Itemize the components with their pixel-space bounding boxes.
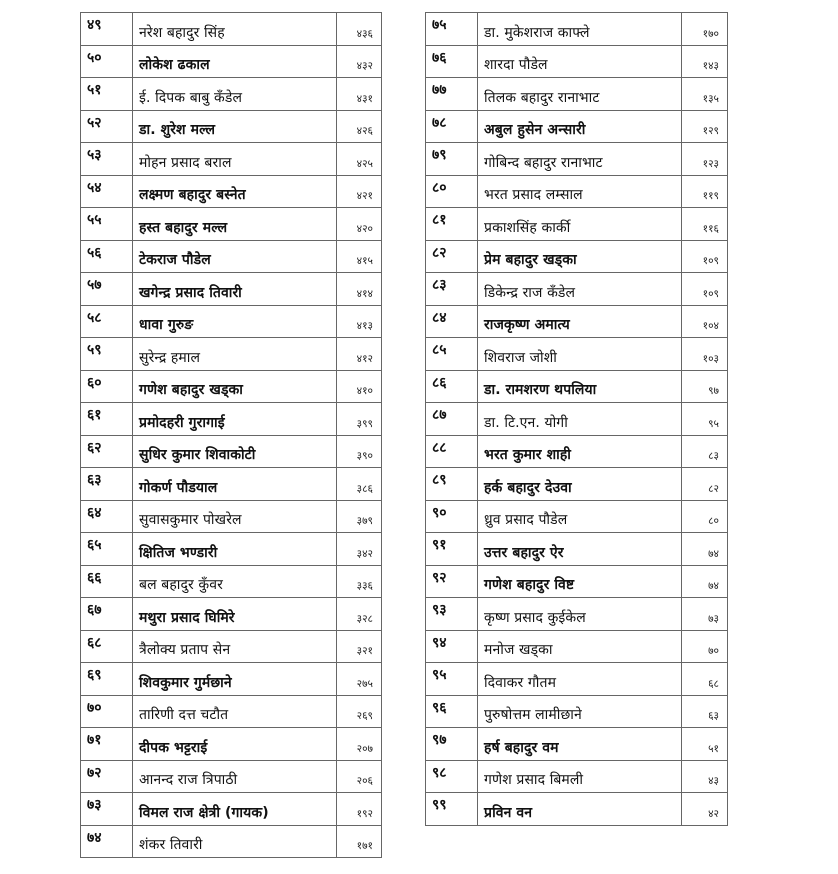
table-row bbox=[81, 208, 382, 241]
serial-number: ८४ bbox=[426, 305, 478, 338]
serial-number: ९० bbox=[426, 500, 478, 533]
table-row bbox=[426, 110, 728, 143]
serial-number: ९५ bbox=[426, 663, 478, 696]
vote-count: ३२१ bbox=[337, 630, 382, 663]
vote-count: १७० bbox=[682, 13, 728, 46]
candidate-name: लक्ष्मण बहादुर बस्नेत bbox=[133, 175, 337, 208]
vote-count: ५१ bbox=[682, 728, 728, 761]
serial-number: ९७ bbox=[426, 728, 478, 761]
vote-count: ४३६ bbox=[337, 13, 382, 46]
table-row bbox=[426, 468, 728, 501]
vote-count: ४३ bbox=[682, 760, 728, 793]
candidate-name: बल बहादुर कुँवर bbox=[133, 565, 337, 598]
candidate-name: दिवाकर गौतम bbox=[478, 663, 682, 696]
candidate-name: गोकर्ण पौडयाल bbox=[133, 468, 337, 501]
vote-count: ७४ bbox=[682, 565, 728, 598]
serial-number: ८६ bbox=[426, 370, 478, 403]
vote-count: ९५ bbox=[682, 403, 728, 436]
vote-count: ७३ bbox=[682, 598, 728, 631]
candidate-name: विमल राज क्षेत्री (गायक) bbox=[133, 793, 337, 826]
candidate-name: हर्ष बहादुर वम bbox=[478, 728, 682, 761]
serial-number: ७३ bbox=[81, 793, 133, 826]
table-row bbox=[426, 760, 728, 793]
candidate-name: हस्त बहादुर मल्ल bbox=[133, 208, 337, 241]
results-table-right bbox=[425, 12, 728, 826]
serial-number: ७४ bbox=[81, 825, 133, 858]
candidate-name: दीपक भट्टराई bbox=[133, 728, 337, 761]
vote-count: १०९ bbox=[682, 240, 728, 273]
vote-count: ४२१ bbox=[337, 175, 382, 208]
vote-count: २०७ bbox=[337, 728, 382, 761]
serial-number: ६४ bbox=[81, 500, 133, 533]
candidate-name: मथुरा प्रसाद घिमिरे bbox=[133, 598, 337, 631]
table-row bbox=[426, 175, 728, 208]
serial-number: ९६ bbox=[426, 695, 478, 728]
vote-count: ३२८ bbox=[337, 598, 382, 631]
candidate-name: अबुल हुसेन अन्सारी bbox=[478, 110, 682, 143]
vote-count: ७० bbox=[682, 630, 728, 663]
serial-number: ६५ bbox=[81, 533, 133, 566]
serial-number: ८० bbox=[426, 175, 478, 208]
table-row bbox=[426, 695, 728, 728]
candidate-name: गणेश बहादुर खड्का bbox=[133, 370, 337, 403]
candidate-name: डा. रामशरण थपलिया bbox=[478, 370, 682, 403]
table-row bbox=[426, 78, 728, 111]
candidate-name: डा. टि.एन. योगी bbox=[478, 403, 682, 436]
serial-number: ७० bbox=[81, 695, 133, 728]
candidate-name: लोकेश ढकाल bbox=[133, 45, 337, 78]
table-row bbox=[426, 435, 728, 468]
vote-count: ११९ bbox=[682, 175, 728, 208]
serial-number: ६८ bbox=[81, 630, 133, 663]
table-row bbox=[81, 78, 382, 111]
table-row bbox=[426, 338, 728, 371]
vote-count: ४२६ bbox=[337, 110, 382, 143]
serial-number: ६९ bbox=[81, 663, 133, 696]
table-row bbox=[81, 305, 382, 338]
serial-number: ८२ bbox=[426, 240, 478, 273]
table-row bbox=[426, 598, 728, 631]
serial-number: ६० bbox=[81, 370, 133, 403]
candidate-name: पुरुषोत्तम लामीछाने bbox=[478, 695, 682, 728]
serial-number: ८९ bbox=[426, 468, 478, 501]
candidate-name: तिलक बहादुर रानाभाट bbox=[478, 78, 682, 111]
vote-count: १४३ bbox=[682, 45, 728, 78]
serial-number: ७९ bbox=[426, 143, 478, 176]
serial-number: ७१ bbox=[81, 728, 133, 761]
results-table-right-body bbox=[426, 13, 728, 826]
candidate-name: गणेश प्रसाद बिमली bbox=[478, 760, 682, 793]
table-row bbox=[81, 338, 382, 371]
vote-count: १९२ bbox=[337, 793, 382, 826]
table-row bbox=[426, 533, 728, 566]
candidate-name: शारदा पौडेल bbox=[478, 45, 682, 78]
serial-number: ६३ bbox=[81, 468, 133, 501]
vote-count: ३४२ bbox=[337, 533, 382, 566]
table-row bbox=[426, 143, 728, 176]
vote-count: ४२५ bbox=[337, 143, 382, 176]
candidate-name: डा. शुरेश मल्ल bbox=[133, 110, 337, 143]
table-row bbox=[81, 110, 382, 143]
vote-count: ११६ bbox=[682, 208, 728, 241]
serial-number: ५७ bbox=[81, 273, 133, 306]
table-row bbox=[426, 630, 728, 663]
table-row bbox=[81, 500, 382, 533]
candidate-name: क्षितिज भण्डारी bbox=[133, 533, 337, 566]
candidate-name: शिवकुमार गुर्मछाने bbox=[133, 663, 337, 696]
vote-count: १३५ bbox=[682, 78, 728, 111]
candidate-name: तारिणी दत्त चटौत bbox=[133, 695, 337, 728]
vote-count: ४१५ bbox=[337, 240, 382, 273]
table-row bbox=[81, 825, 382, 858]
vote-count: ४१० bbox=[337, 370, 382, 403]
results-table-left bbox=[80, 12, 382, 858]
candidate-name: गोबिन्द बहादुर रानाभाट bbox=[478, 143, 682, 176]
table-row bbox=[426, 273, 728, 306]
vote-count: १०४ bbox=[682, 305, 728, 338]
candidate-name: ई. दिपक बाबु कँडेल bbox=[133, 78, 337, 111]
table-row bbox=[81, 565, 382, 598]
serial-number: ९४ bbox=[426, 630, 478, 663]
vote-count: ८३ bbox=[682, 435, 728, 468]
table-row bbox=[426, 370, 728, 403]
table-row bbox=[81, 403, 382, 436]
candidate-name: प्रकाशसिंह कार्की bbox=[478, 208, 682, 241]
candidate-name: खगेन्द्र प्रसाद तिवारी bbox=[133, 273, 337, 306]
table-row bbox=[426, 208, 728, 241]
table-row bbox=[81, 533, 382, 566]
vote-count: ४३२ bbox=[337, 45, 382, 78]
candidate-name: गणेश बहादुर विष्ट bbox=[478, 565, 682, 598]
serial-number: ९३ bbox=[426, 598, 478, 631]
serial-number: ७२ bbox=[81, 760, 133, 793]
vote-count: १२३ bbox=[682, 143, 728, 176]
serial-number: ७७ bbox=[426, 78, 478, 111]
serial-number: ९९ bbox=[426, 793, 478, 826]
serial-number: ५९ bbox=[81, 338, 133, 371]
vote-count: ६३ bbox=[682, 695, 728, 728]
candidate-name: प्रविन वन bbox=[478, 793, 682, 826]
vote-count: ९७ bbox=[682, 370, 728, 403]
table-row bbox=[81, 175, 382, 208]
vote-count: ४३१ bbox=[337, 78, 382, 111]
serial-number: ६७ bbox=[81, 598, 133, 631]
serial-number: ५३ bbox=[81, 143, 133, 176]
vote-count: ४१२ bbox=[337, 338, 382, 371]
candidate-name: प्रमोदहरी गुरागाई bbox=[133, 403, 337, 436]
vote-count: ३७९ bbox=[337, 500, 382, 533]
serial-number: ५६ bbox=[81, 240, 133, 273]
candidate-name: डिकेन्द्र राज कँडेल bbox=[478, 273, 682, 306]
serial-number: ८१ bbox=[426, 208, 478, 241]
table-row bbox=[81, 45, 382, 78]
vote-count: १०९ bbox=[682, 273, 728, 306]
vote-count: ४२० bbox=[337, 208, 382, 241]
vote-count: ८० bbox=[682, 500, 728, 533]
candidate-name: सुधिर कुमार शिवाकोटी bbox=[133, 435, 337, 468]
table-row bbox=[81, 630, 382, 663]
serial-number: ५० bbox=[81, 45, 133, 78]
serial-number: ६६ bbox=[81, 565, 133, 598]
table-row bbox=[81, 143, 382, 176]
candidate-name: सुवासकुमार पोखरेल bbox=[133, 500, 337, 533]
serial-number: ५१ bbox=[81, 78, 133, 111]
serial-number: ५८ bbox=[81, 305, 133, 338]
vote-count: १०३ bbox=[682, 338, 728, 371]
table-row bbox=[426, 500, 728, 533]
vote-count: ३३६ bbox=[337, 565, 382, 598]
table-row bbox=[426, 13, 728, 46]
table-row bbox=[426, 663, 728, 696]
vote-count: २७५ bbox=[337, 663, 382, 696]
candidate-name: नरेश बहादुर सिंह bbox=[133, 13, 337, 46]
table-row bbox=[81, 13, 382, 46]
table-row bbox=[426, 403, 728, 436]
serial-number: ८७ bbox=[426, 403, 478, 436]
table-row bbox=[81, 663, 382, 696]
serial-number: ७५ bbox=[426, 13, 478, 46]
vote-count: १२९ bbox=[682, 110, 728, 143]
vote-count: ४१३ bbox=[337, 305, 382, 338]
serial-number: ८८ bbox=[426, 435, 478, 468]
candidate-name: मोहन प्रसाद बराल bbox=[133, 143, 337, 176]
vote-count: ७४ bbox=[682, 533, 728, 566]
serial-number: ८३ bbox=[426, 273, 478, 306]
serial-number: ७६ bbox=[426, 45, 478, 78]
table-row bbox=[81, 240, 382, 273]
vote-count: ४१४ bbox=[337, 273, 382, 306]
table-row bbox=[81, 435, 382, 468]
candidate-name: टेकराज पौडेल bbox=[133, 240, 337, 273]
table-row bbox=[81, 273, 382, 306]
candidate-name: शिवराज जोशी bbox=[478, 338, 682, 371]
serial-number: ५५ bbox=[81, 208, 133, 241]
table-row bbox=[426, 793, 728, 826]
results-table-left-body bbox=[81, 13, 382, 858]
vote-count: ६८ bbox=[682, 663, 728, 696]
table-row bbox=[81, 695, 382, 728]
vote-count: २६९ bbox=[337, 695, 382, 728]
vote-count: १७१ bbox=[337, 825, 382, 858]
serial-number: ८५ bbox=[426, 338, 478, 371]
table-row bbox=[426, 305, 728, 338]
candidate-name: डा. मुकेशराज काफ्ले bbox=[478, 13, 682, 46]
candidate-name: धावा गुरुङ bbox=[133, 305, 337, 338]
table-row bbox=[426, 565, 728, 598]
serial-number: ५२ bbox=[81, 110, 133, 143]
candidate-name: उत्तर बहादुर ऐर bbox=[478, 533, 682, 566]
table-row bbox=[81, 793, 382, 826]
candidate-name: त्रैलोक्य प्रताप सेन bbox=[133, 630, 337, 663]
vote-count: ४२ bbox=[682, 793, 728, 826]
candidate-name: हर्क बहादुर देउवा bbox=[478, 468, 682, 501]
table-row bbox=[81, 370, 382, 403]
serial-number: ५४ bbox=[81, 175, 133, 208]
candidate-name: सुरेन्द्र हमाल bbox=[133, 338, 337, 371]
serial-number: ६१ bbox=[81, 403, 133, 436]
candidate-name: भरत प्रसाद लम्साल bbox=[478, 175, 682, 208]
table-row bbox=[81, 468, 382, 501]
serial-number: ९१ bbox=[426, 533, 478, 566]
table-row bbox=[81, 598, 382, 631]
vote-count: ३९९ bbox=[337, 403, 382, 436]
serial-number: ९२ bbox=[426, 565, 478, 598]
serial-number: ९८ bbox=[426, 760, 478, 793]
candidate-name: ध्रुव प्रसाद पौडेल bbox=[478, 500, 682, 533]
vote-count: २०६ bbox=[337, 760, 382, 793]
candidate-name: आनन्द राज त्रिपाठी bbox=[133, 760, 337, 793]
table-row bbox=[426, 240, 728, 273]
table-row bbox=[426, 728, 728, 761]
serial-number: ४९ bbox=[81, 13, 133, 46]
table-row bbox=[81, 760, 382, 793]
candidate-name: भरत कुमार शाही bbox=[478, 435, 682, 468]
candidate-name: कृष्ण प्रसाद कुईकेल bbox=[478, 598, 682, 631]
vote-count: ३९० bbox=[337, 435, 382, 468]
candidate-name: मनोज खड्का bbox=[478, 630, 682, 663]
candidate-name: राजकृष्ण अमात्य bbox=[478, 305, 682, 338]
table-row bbox=[81, 728, 382, 761]
candidate-name: प्रेम बहादुर खड्का bbox=[478, 240, 682, 273]
vote-count: ८२ bbox=[682, 468, 728, 501]
serial-number: ६२ bbox=[81, 435, 133, 468]
candidate-name: शंकर तिवारी bbox=[133, 825, 337, 858]
table-row bbox=[426, 45, 728, 78]
serial-number: ७८ bbox=[426, 110, 478, 143]
vote-count: ३८६ bbox=[337, 468, 382, 501]
